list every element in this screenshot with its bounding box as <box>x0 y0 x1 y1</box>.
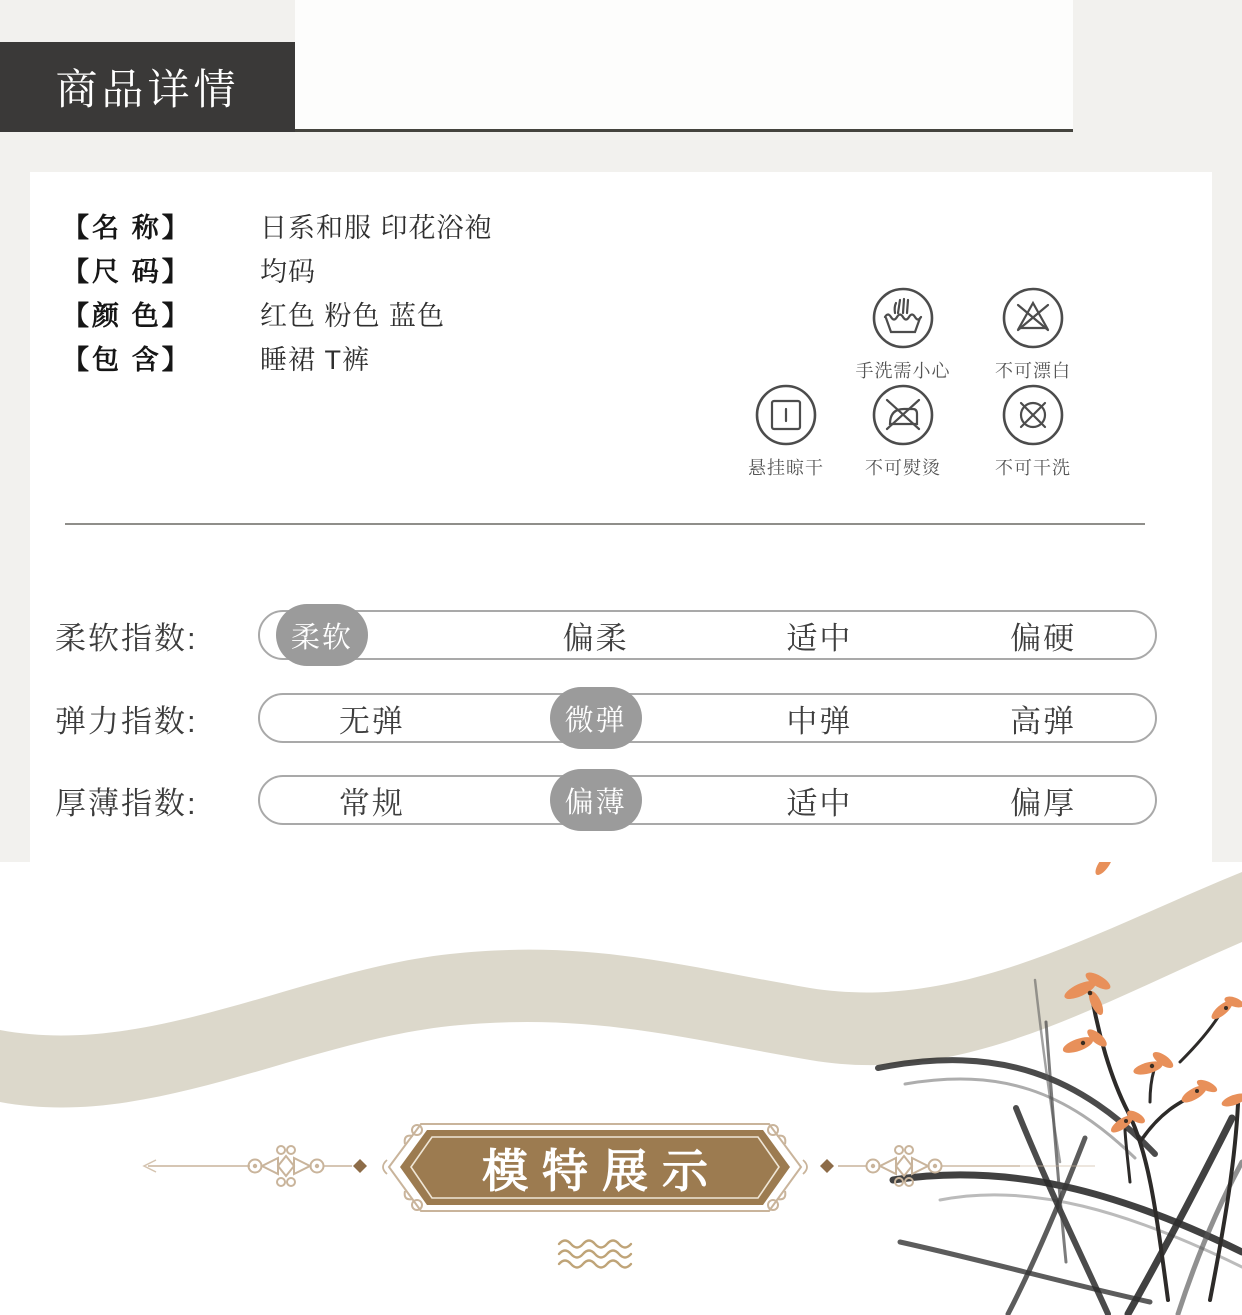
header-background-band <box>295 0 1073 129</box>
index-option: 偏薄 <box>484 777 708 823</box>
product-info-row <box>62 247 493 291</box>
info-value: 红色 粉色 蓝色 <box>260 300 446 331</box>
elasticity-index-bar <box>258 693 1157 743</box>
index-option: 偏硬 <box>1010 620 1077 656</box>
index-option: 微弹 <box>484 695 708 741</box>
hand-wash-icon <box>871 286 935 350</box>
care-label: 不可漂白 <box>995 361 1071 381</box>
page-title: 商品详情 <box>55 66 240 113</box>
index-option: 常规 <box>338 785 405 821</box>
info-label: 【包 含】 <box>62 344 192 375</box>
no-dry-clean-icon <box>1001 383 1065 447</box>
right-ornament <box>820 1146 1095 1186</box>
index-option: 偏厚 <box>1010 785 1077 821</box>
section-header <box>0 42 295 132</box>
no-iron-icon <box>871 383 935 447</box>
index-option: 高弹 <box>1010 703 1077 739</box>
product-info-list <box>62 203 493 379</box>
care-label: 不可熨烫 <box>865 458 941 478</box>
info-label: 【颜 色】 <box>62 300 192 331</box>
index-option: 无弹 <box>338 703 405 739</box>
info-label: 【尺 码】 <box>62 256 192 287</box>
info-label: 【名 称】 <box>62 212 192 243</box>
care-item <box>833 383 973 480</box>
wave-ribbon <box>0 872 1242 1107</box>
care-label: 不可干洗 <box>995 458 1071 478</box>
right-diamond-dot <box>820 1159 834 1173</box>
wavy-lines-icon <box>555 1236 640 1272</box>
index-option: 偏柔 <box>562 620 629 656</box>
index-option: 中弹 <box>786 703 853 739</box>
section-divider <box>65 523 1145 525</box>
care-item <box>833 286 973 383</box>
no-bleach-icon <box>1001 286 1065 350</box>
left-diamond-dot <box>353 1159 367 1173</box>
care-item <box>963 286 1103 383</box>
softness-index-row <box>55 604 1157 666</box>
hang-dry-icon <box>754 383 818 447</box>
product-info-row <box>62 203 493 247</box>
section-banner-title: 模特展示 <box>482 1145 722 1197</box>
thickness-index-row <box>55 769 1157 831</box>
info-value: 均码 <box>260 256 316 287</box>
elasticity-index-row <box>55 687 1157 749</box>
thickness-index-bar <box>258 775 1157 825</box>
care-label: 手洗需小心 <box>855 361 951 381</box>
softness-index-bar <box>258 610 1157 660</box>
left-ornament <box>144 1146 367 1186</box>
index-option: 适中 <box>786 620 853 656</box>
info-value: 日系和服 印花浴袍 <box>260 212 493 243</box>
care-label: 悬挂晾干 <box>748 458 824 478</box>
info-value: 睡裙 T裤 <box>260 344 370 375</box>
header-underline <box>295 129 1073 132</box>
index-row-label: 厚薄指数: <box>55 785 198 821</box>
care-item <box>963 383 1103 480</box>
product-info-row <box>62 291 493 335</box>
index-row-label: 弹力指数: <box>55 703 198 739</box>
index-row-label: 柔软指数: <box>55 620 198 656</box>
index-option: 适中 <box>786 785 853 821</box>
product-info-row <box>62 335 493 379</box>
index-option: 柔软 <box>260 612 484 658</box>
